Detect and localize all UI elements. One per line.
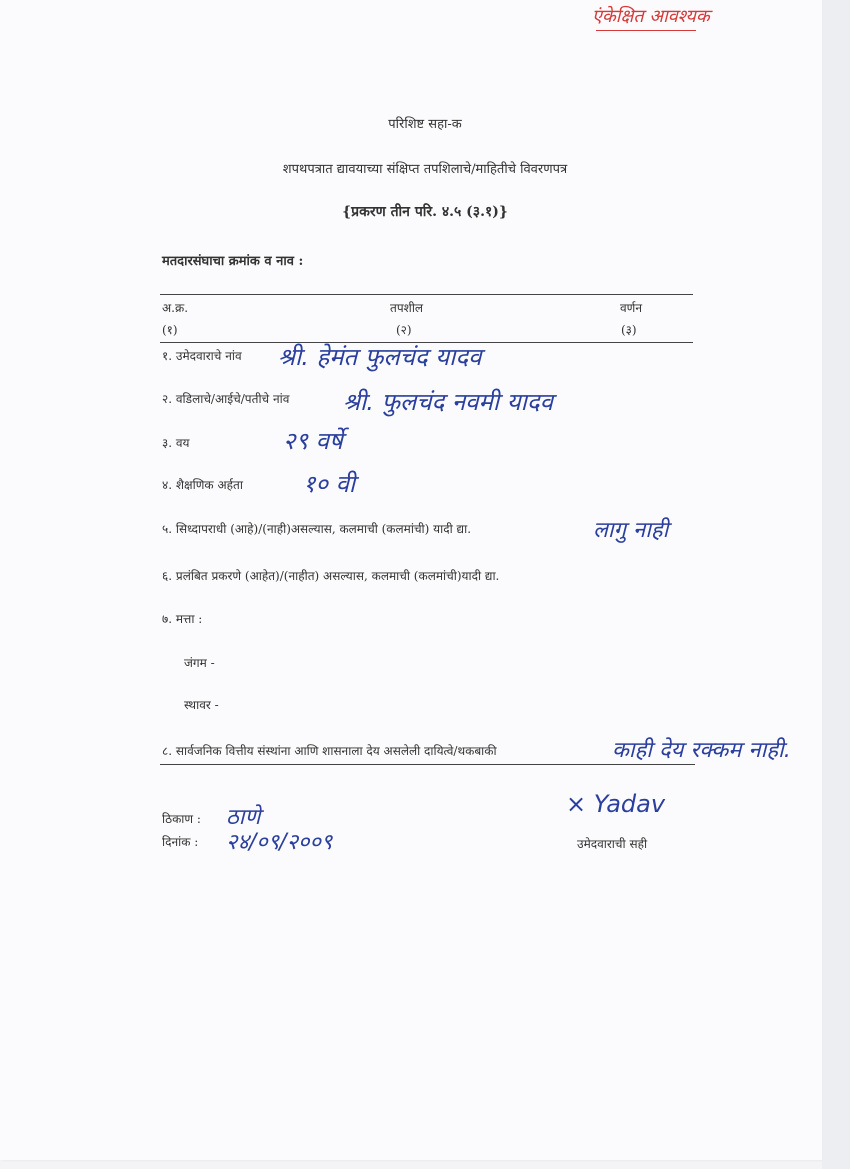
stamp-note: एंकेक्षित आवश्यक	[592, 6, 710, 27]
row-label-assets: ७. मत्ता :	[162, 612, 203, 626]
table-bottom-rule	[160, 764, 695, 765]
col1-header: अ.क्र.	[162, 301, 189, 315]
row-label-movable: जंगम -	[184, 656, 215, 670]
row-label-education: ४. शैक्षणिक अर्हता	[162, 478, 243, 492]
col3-header: वर्णन	[620, 301, 643, 315]
row-value-education: १० वी	[303, 470, 356, 498]
row-value-liabilities: काही देय रक्कम नाही.	[612, 738, 791, 763]
row-value-age: २९ वर्षे	[283, 427, 343, 455]
page-edge	[822, 0, 850, 1169]
place-value: ठाणे	[226, 805, 261, 830]
row-label-convicted: ५. सिध्दापराधी (आहे)/(नाही)असल्यास, कलमाची (कलमांची) यादी द्या.	[162, 522, 472, 536]
table-top-rule	[160, 294, 693, 295]
section-reference: {प्रकरण तीन परि. ४.५ (३.१)}	[342, 204, 508, 220]
row-label-age: ३. वय	[162, 436, 190, 450]
place-label: ठिकाण :	[162, 812, 201, 826]
row-value-convicted: लागु नाही	[593, 518, 669, 543]
row-label-immovable: स्थावर -	[184, 698, 219, 712]
date-label: दिनांक :	[162, 835, 199, 849]
date-value: २४/०९/२००९	[226, 830, 333, 855]
col1-number: (१)	[162, 323, 178, 337]
row-value-father: श्री. फुलचंद नवमी यादव	[343, 388, 553, 416]
stamp-underline	[596, 30, 696, 31]
row-value-name: श्री. हेमंत फुलचंद यादव	[278, 343, 482, 371]
row-label-father: २. वडिलाचे/आईचे/पतीचे नांव	[162, 392, 290, 406]
col2-header: तपशील	[390, 301, 424, 315]
candidate-signature: × Yadav	[566, 790, 666, 818]
col3-number: (३)	[621, 323, 637, 337]
constituency-label: मतदारसंघाचा क्रमांक व नाव :	[162, 254, 304, 269]
annex-title: परिशिष्ट सहा-क	[388, 117, 462, 132]
col2-number: (२)	[396, 323, 412, 337]
signature-label: उमेदवाराची सही	[577, 837, 648, 851]
row-label-liabilities: ८. सार्वजनिक वित्तीय संस्थांना आणि शासनाला देय असलेली दायित्वे/थकबाकी	[162, 744, 497, 758]
row-label-name: १. उमेदवाराचे नांव	[162, 349, 242, 363]
form-subtitle: शपथपत्रात द्यावयाच्या संक्षिप्त तपशिलाचे/माहितीचे विवरणपत्र	[282, 162, 568, 177]
row-label-pending: ६. प्रलंबित प्रकरणे (आहेत)/(नाहीत) असल्यास, कलमाची (कलमांची)यादी द्या.	[162, 569, 500, 583]
